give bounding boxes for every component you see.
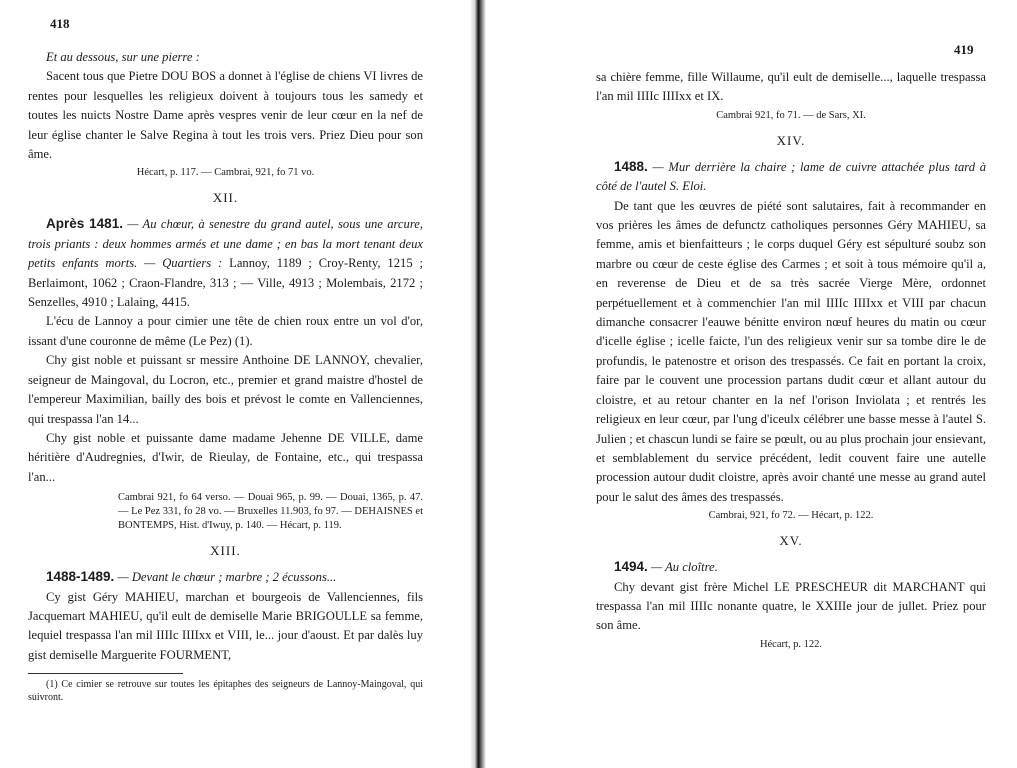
epitaph-mahieu: Cy gist Géry MAHIEU, marchan et bourgeois de Vallenciennes, fils Jacquemart MAHIEU, qu'il eult de demiselle Marie BRIGOULLE sa femme, lequiel trespassa l'an mil IIIIc IIIIxx et VIII, le... jour d'aoust. Et par dalès luy gist demiselle Marguerite FOURMENT, [28, 589, 423, 662]
book-gutter [470, 0, 486, 768]
section-xii-header [28, 214, 423, 312]
section-xiv-header [596, 157, 986, 197]
ecu-paragraph: L'écu de Lannoy a pour cimier une tête de chien roux entre un vol d'or, issant d'une couronne de même (Le Pez) (1). [28, 314, 423, 348]
left-page [0, 0, 470, 768]
intro-caption: Et au dessous, sur une pierre : [46, 50, 200, 64]
section-date: 1488-1489. [46, 569, 115, 585]
section-heading-xv: XV. [779, 533, 803, 549]
section-date: 1494. [614, 559, 648, 575]
epitaph-ville: Chy gist noble et puissante dame madame Jehenne DE VILLE, dame héritière d'Audregnies, d'Iwir, de Rieulay, de Fontaine, etc., qui trespassa l'an... [28, 430, 423, 484]
section-description: — Mur derrière la chaire ; lame de cuivre attachée plus tard à côté de l'autel S. Eloi. [596, 159, 986, 194]
section-description: — Devant le chœur ; marbre ; 2 écussons... [117, 570, 337, 585]
section-xv-header [596, 557, 986, 577]
section-heading-xiii: XIII. [210, 543, 241, 559]
section-xiii-header [28, 567, 423, 587]
reference-line: Hécart, p. 122. [759, 638, 823, 650]
epitaph-le-prescheur: Chy devant gist frère Michel LE PRESCHEUR dit MARCHANT qui trespassa l'an mil IIIIc nonante quatre, le XXIIIe jour de jullet. Priez pour son âme. [596, 579, 986, 633]
epitaph-dou-bos: Sacent tous que Pietre DOU BOS a donnet à l'église de chiens VI livres de rentes pour lesquelles les religieux doivent à toujours tous les samedy et toutes les nuicts Nostre Dame après vespres venir de leur cœur en la nef de leur église chanter le Salve Regina à tout les trois vers. Priez Dieu pour son âme. [28, 69, 423, 162]
reference-line: Hécart, p. 117. — Cambrai, 921, fo 71 vo. [136, 167, 315, 179]
page-number-right: 419 [954, 42, 974, 57]
section-description: — Au cloître. [650, 560, 718, 575]
epitaph-continuation: sa chière femme, fille Willaume, qu'il eult de demiselle..., laquelle trespassa l'an mil IIIIc IIIIxx et IX. [596, 70, 986, 104]
quarters-list: Lannoy, 1189 ; Croy-Renty, 1215 ; Berlaimont, 1062 ; Craon-Flandre, 313 ; — Ville, 4913 ; Molembais, 2172 ; Senzelles, 4910 ; Lalaing, 4415. [28, 256, 423, 310]
section-heading-xii: XII. [212, 190, 239, 206]
right-column [596, 68, 986, 654]
footnote: (1) Ce cimier se retrouve sur toutes les épitaphes des seigneurs de Lannoy-Maingoval, qui suivront. [28, 679, 423, 704]
section-heading-xiv: XIV. [776, 132, 806, 148]
section-description: — Au chœur, à senestre du grand autel, sous une arcure, trois priants : deux hommes armés et une dame ; en bas la mort tenant deux petits enfants morts. — Quartiers : [28, 217, 423, 271]
page-number-left: 418 [50, 16, 70, 31]
reference-line: Cambrai, 921, fo 72. — Hécart, p. 122. [708, 510, 874, 522]
epitaph-lannoy: Chy gist noble et puissant sr messire Anthoine DE LANNOY, chevalier, seigneur de Maingoval, du Locron, etc., premier et grand maistre d'hostel de l'empereur Maximilian, bailly des bois et prévost le comte en Vallenciennes, qui trespassa l'an 14... [28, 353, 423, 426]
left-column [28, 48, 423, 704]
footnote-rule [28, 673, 183, 674]
section-date: Après 1481. [46, 216, 123, 232]
section-date: 1488. [614, 158, 648, 174]
foundation-text: De tant que les œuvres de piété sont salutaires, fait à recommander en vos prières les âmes de defunctz catholiques personnes Géry MAHIEU, sa femme, amis et bienfaitteurs ; le corps duquel Géry est sépulturé soubz son marbre ou cœur de ceste église des Carmes ; et soit à tous mémoire qu'il a, en reverense de Dieu et de sa très sacrée Vierge Mère, ordonnet perpétuellement et à commenchier l'an mil IIIIc IIIIxx et VIII par chacun dimanche consacrer l'eauwe bénitte environ nœuf heures du matin ou cœur d'icelle église ; icelle faicte, l'un des religieux venir sur sa tombe dire le de profundis, le patenostre et orison des trespassés. Ce fait en portant la croix, faire par le couvent une procession partans dudit cœur et allant autour du cloistre, et au retour chanter en la nef l'orison Inviolata ; et rentrés les religieux en leur cœur, par l'ung d'iceulx célébrer une basse messe à l'autel S. Julien ; et chascun lundi se faire se pœult, ou au plus prochain jour ensievant, et semblablement du service précédent, ledit couvent faire une autelle procession autour dudit cloistre, après avoir chanté une messe au grand autel pour le salut des âmes des trespassés. [596, 198, 986, 504]
right-page [486, 0, 1017, 768]
reference-line: Cambrai 921, fo 71. — de Sars, XI. [716, 109, 866, 121]
reference-block: Cambrai 921, fo 64 verso. — Douai 965, p. 99. — Douai, 1365, p. 47. — Le Pez 331, fo 28 vo. — Bruxelles 11.903, fo 97. — DEHAISNES et BONTEMPS, Hist. d'Iwuy, p. 140. — Hécart, p. 119. [118, 492, 423, 532]
